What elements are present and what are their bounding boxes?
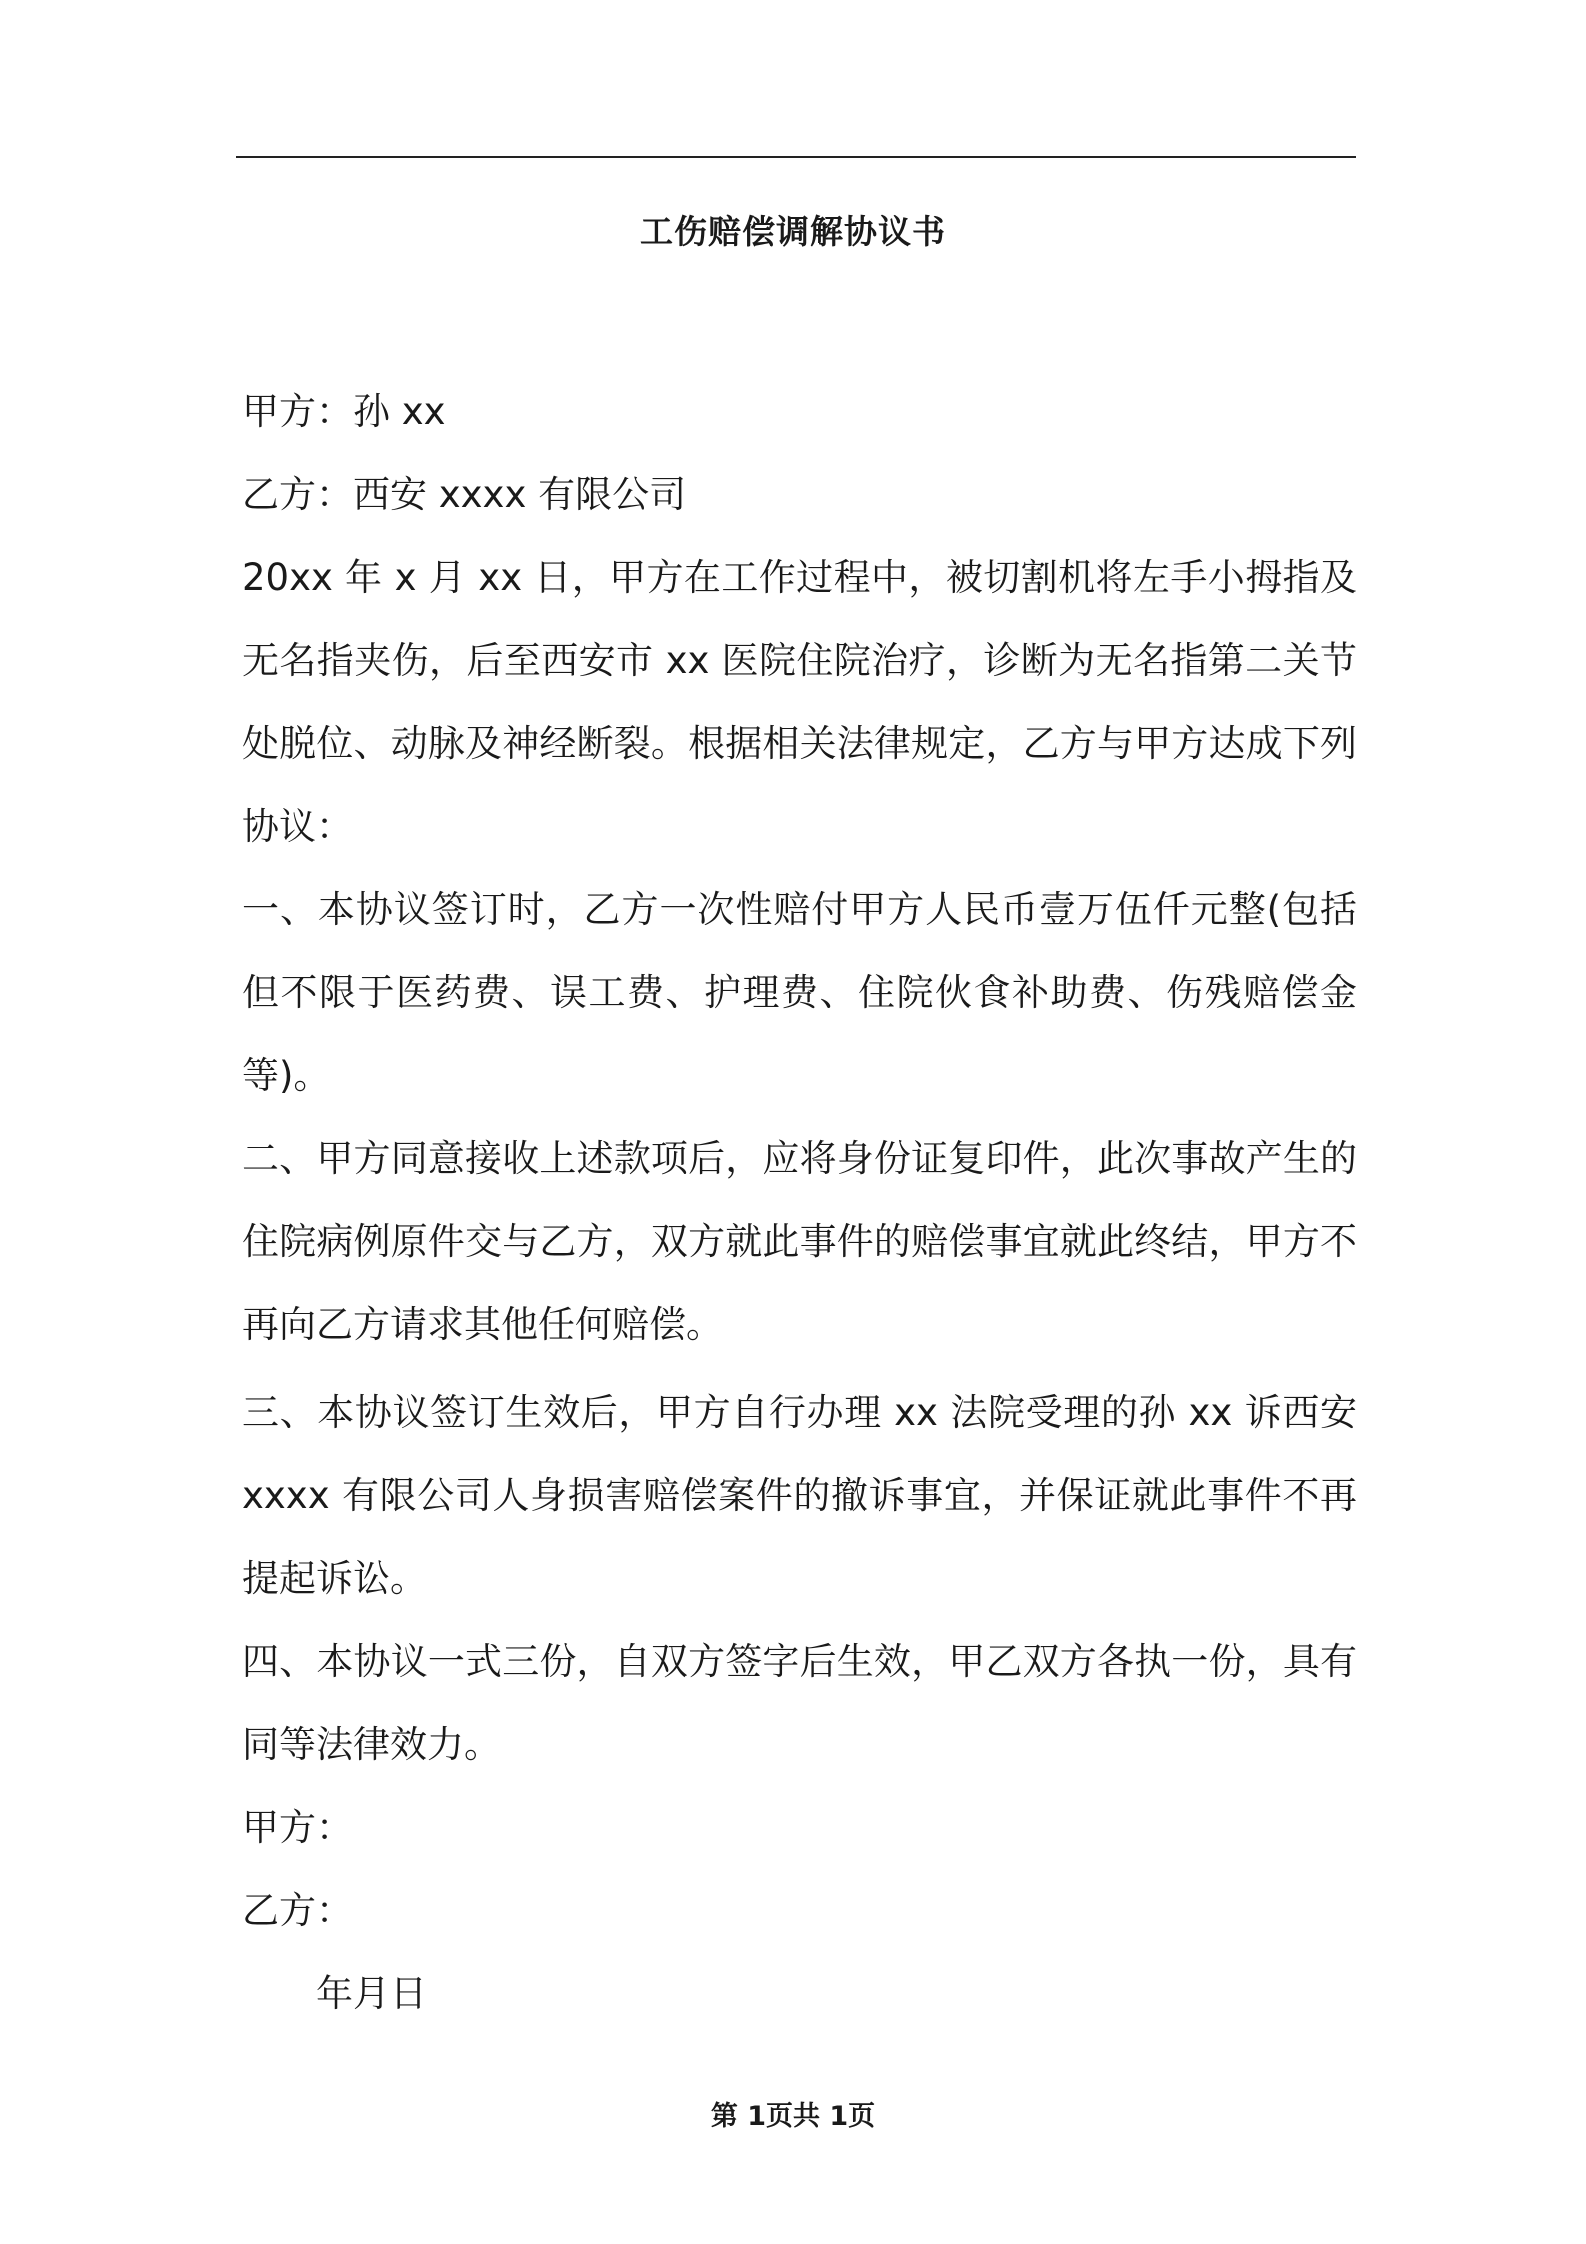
signature-party-a: 甲方： [242, 1806, 353, 1849]
party-b-line: 乙方：西安 xxxx 有限公司 [242, 473, 687, 516]
clause-3: 三、本协议签订生效后，甲方自行办理 xx 法院受理的孙 xx 诉西安 xxxx 有限公司人身损害赔偿案件的撤诉事宜，并保证就此事件不再提起诉讼。 [242, 1391, 1357, 1600]
intro-paragraph: 20xx 年 x 月 xx 日，甲方在工作过程中，被切割机将左手小拇指及无名指夹伤，后至西安市 xx 医院住院治疗，诊断为无名指第二关节处脱位、动脉及神经断裂。根据相关法律规定，乙方与甲方达成下列协议： [242, 556, 1357, 848]
clause-4: 四、本协议一式三份，自双方签字后生效，甲乙双方各执一份，具有同等法律效力。 [242, 1640, 1357, 1766]
date-line: 年月日 [316, 1972, 427, 2015]
header-rule [236, 156, 1356, 158]
clause-2: 二、甲方同意接收上述款项后，应将身份证复印件，此次事故产生的住院病例原件交与乙方，双方就此事件的赔偿事宜就此终结，甲方不再向乙方请求其他任何赔偿。 [242, 1137, 1357, 1346]
clause-1: 一、本协议签订时，乙方一次性赔付甲方人民币壹万伍仟元整(包括但不限于医药费、误工费、护理费、住院伙食补助费、伤残赔偿金等)。 [242, 888, 1357, 1097]
document-body [242, 370, 1357, 2035]
page-number: 第 1页共 1页 [710, 2101, 876, 2132]
document-title: 工伤赔偿调解协议书 [640, 212, 946, 251]
signature-party-b: 乙方： [242, 1889, 353, 1932]
party-a-line: 甲方：孙 xx [242, 390, 446, 433]
